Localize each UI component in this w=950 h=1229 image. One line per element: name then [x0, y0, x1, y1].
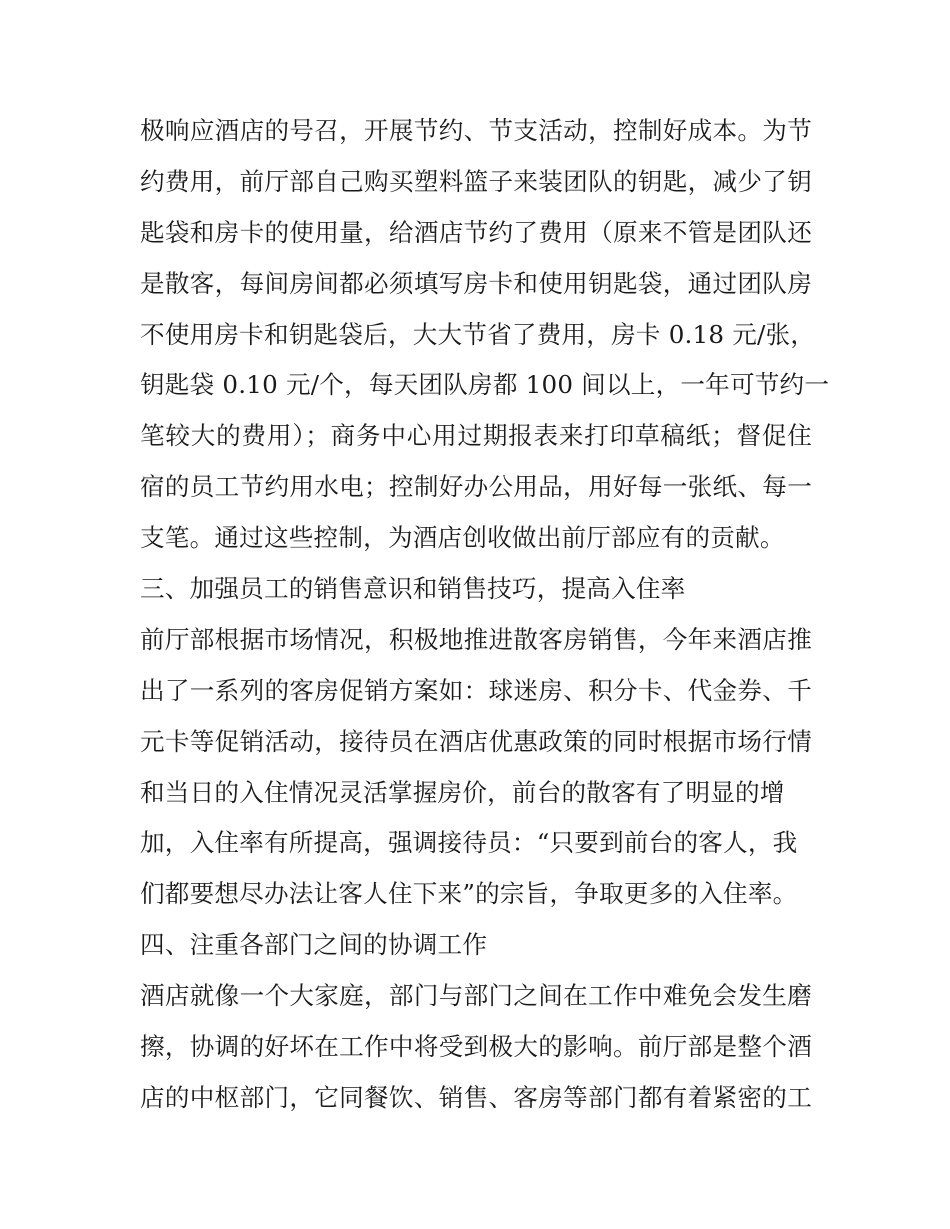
text-line: 前厅部根据市场情况，积极地推进散客房销售，今年来酒店推	[140, 624, 812, 654]
text-line: 元卡等促销活动，接待员在酒店优惠政策的同时根据市场行情	[140, 726, 812, 756]
text-line: 加，入住率有所提高，强调接待员：“只要到前台的客人，我	[140, 828, 798, 858]
paragraph-sales	[140, 615, 812, 920]
text-line: 是散客，每间房间都必须填写房卡和使用钥匙袋，通过团队房	[140, 268, 812, 298]
text-line: 匙袋和房卡的使用量，给酒店节约了费用（原来不管是团队还	[140, 217, 812, 247]
text-line: 们都要想尽办法让客人住下来”的宗旨，争取更多的入住率。	[140, 879, 798, 909]
text-line: 出了一系列的客房促销方案如：球迷房、积分卡、代金券、千	[140, 675, 812, 705]
text-line: 支笔。通过这些控制，为酒店创收做出前厅部应有的贡献。	[140, 523, 785, 553]
paragraph-coordination	[140, 971, 812, 1124]
heading-line: 三、加强员工的销售意识和销售技巧，提高入住率	[140, 574, 686, 604]
text-line: 擦，协调的好坏在工作中将受到极大的影响。前厅部是整个酒	[140, 1032, 812, 1062]
paragraph-cost-control	[140, 106, 830, 564]
text-line: 不使用房卡和钥匙袋后，大大节省了费用，房卡 0.18 元/张，	[140, 319, 816, 349]
section-heading-coordination	[140, 920, 812, 971]
heading-line: 四、注重各部门之间的协调工作	[140, 930, 488, 960]
text-line: 宿的员工节约用水电；控制好办公用品，用好每一张纸、每一	[140, 472, 812, 502]
section-heading-sales	[140, 564, 812, 615]
document-body	[140, 106, 830, 1124]
text-line: 钥匙袋 0.10 元/个，每天团队房都 100 间以上，一年可节约一	[140, 370, 830, 400]
text-line: 店的中枢部门，它同餐饮、销售、客房等部门都有着紧密的工	[140, 1082, 812, 1112]
text-line: 约费用，前厅部自己购买塑料篮子来装团队的钥匙，减少了钥	[140, 166, 812, 196]
text-line: 极响应酒店的号召，开展节约、节支活动，控制好成本。为节	[140, 116, 812, 145]
text-line: 酒店就像一个大家庭，部门与部门之间在工作中难免会发生磨	[140, 981, 812, 1011]
text-line: 和当日的入住情况灵活掌握房价，前台的散客有了明显的增	[140, 777, 785, 807]
text-line: 笔较大的费用）；商务中心用过期报表来打印草稿纸；督促住	[140, 421, 812, 451]
